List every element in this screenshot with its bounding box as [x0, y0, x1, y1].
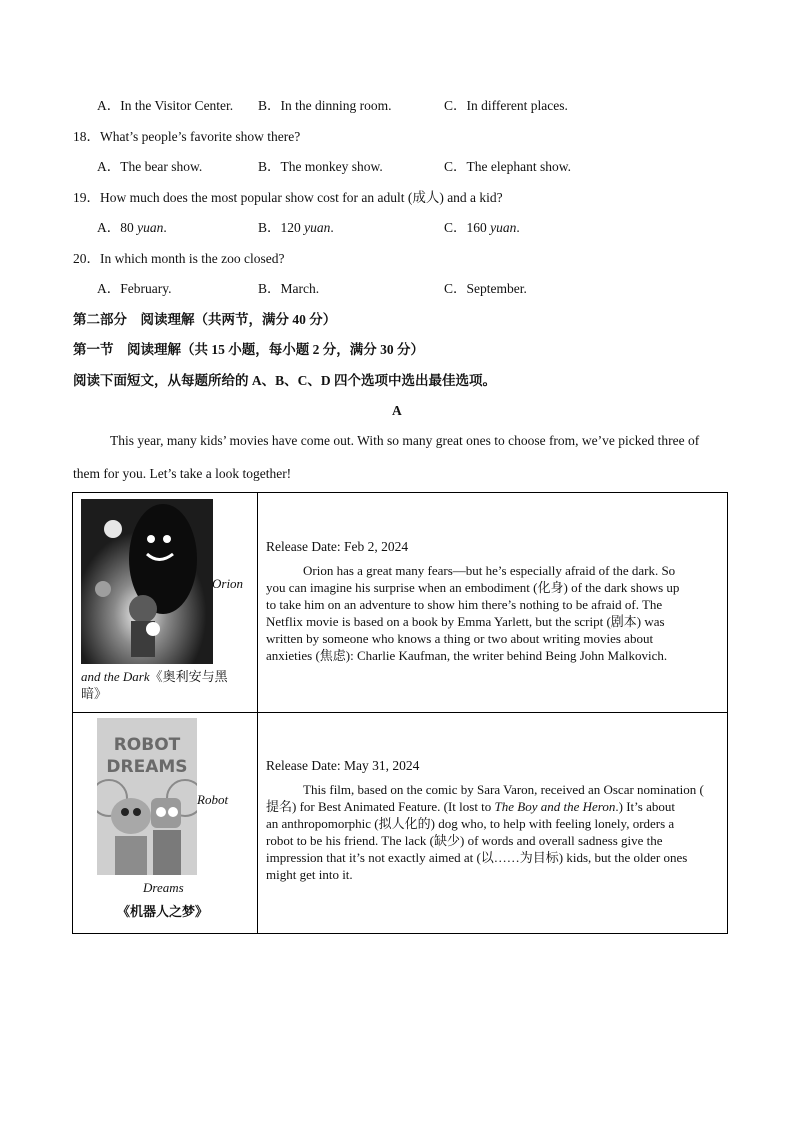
q20-option-a: A．February. — [97, 281, 172, 296]
movie-row-orion — [73, 493, 728, 713]
movie-image-cell — [73, 493, 258, 713]
orion-caption-part1: Orion — [212, 576, 244, 591]
q17-option-c: C．In different places. — [444, 98, 568, 113]
orion-description: Orion has a great many fears—but he’s especially afraid of the dark. So you can imagine his surprise when an embodiment (化身) of the dark shows up to take him on an adventure to show him there’s nothing to be afraid of. The Netflix movie is based on a book by Emma Yarlett, but the script (剧本) was written by someone who knows a thing or two about writing movies about anxieties (焦虑): Charlie Kaufman, the writer behind Being John Malkovich. — [266, 563, 680, 663]
movie-row-robot-dreams — [73, 713, 728, 934]
q19-question: 19．How much does the most popular show cost for an adult (成人) and a kid? — [73, 190, 503, 205]
movie-image-cell — [73, 713, 258, 934]
robot-caption-part1: Robot — [197, 792, 229, 807]
orion-caption-cn: 暗》 — [81, 686, 108, 701]
q19-option-a: A．80 yuan. — [97, 220, 167, 235]
robot-caption-cn: 《机器人之梦》 — [117, 904, 209, 919]
part2-title: 第二部分 阅读理解（共两节，满分 40 分） — [73, 312, 337, 327]
poster-title-robot: ROBOT — [113, 735, 181, 755]
q20-option-b: B．March. — [258, 281, 320, 296]
section1-title: 第一节 阅读理解（共 15 小题，每小题 2 分，满分 30 分） — [73, 342, 424, 357]
robot-dreams-poster-image — [97, 718, 197, 875]
orion-caption-part2: and the Dark《奥利安与黑 — [81, 669, 228, 684]
q18-option-c: C．The elephant show. — [444, 159, 571, 174]
q19-option-c: C．160 yuan. — [444, 220, 520, 235]
q18-option-b: B．The monkey show. — [258, 159, 383, 174]
intro-line-1: This year, many kids’ movies have come out. With so many great ones to choose from, we’ve picked three of — [110, 433, 700, 448]
q18-question: 18．What’s people’s favorite show there? — [73, 129, 301, 144]
instructions: 阅读下面短文，从每题所给的 A、B、C、D 四个选项中选出最佳选项。 — [73, 373, 497, 388]
orion-poster-image — [81, 499, 213, 664]
robot-description: This film, based on the comic by Sara Varon, received an Oscar nomination ( 提名) for Best Animated Feature. (It lost to The Boy and the Heron.) It’s about an anthropomorphic (拟人化的) dog who, to help with feeling lonely, orders a robot to be his friend. The lack (缺少) of words and overall sadness give the impression that it’s not exactly aimed at (以……为目标) kids, but the older ones might get into it. — [266, 782, 704, 882]
passage-letter: A — [392, 403, 402, 418]
q20-option-c: C．September. — [444, 281, 527, 296]
movies-table — [72, 492, 728, 934]
q18-option-a: A．The bear show. — [97, 159, 203, 174]
robot-caption-part2: Dreams — [143, 880, 184, 895]
movie-text-cell — [258, 493, 728, 713]
q17-option-a: A．In the Visitor Center. — [97, 98, 234, 113]
q19-option-b: B．120 yuan. — [258, 220, 334, 235]
intro-line-2: them for you. Let’s take a look together! — [73, 466, 292, 481]
movie-text-cell — [258, 713, 728, 934]
poster-title-dreams: DREAMS — [106, 757, 188, 777]
q17-option-b: B．In the dinning room. — [258, 98, 392, 113]
robot-release-date: Release Date: May 31, 2024 — [266, 758, 420, 773]
q20-question: 20．In which month is the zoo closed? — [73, 251, 285, 266]
orion-release-date: Release Date: Feb 2, 2024 — [266, 539, 409, 554]
